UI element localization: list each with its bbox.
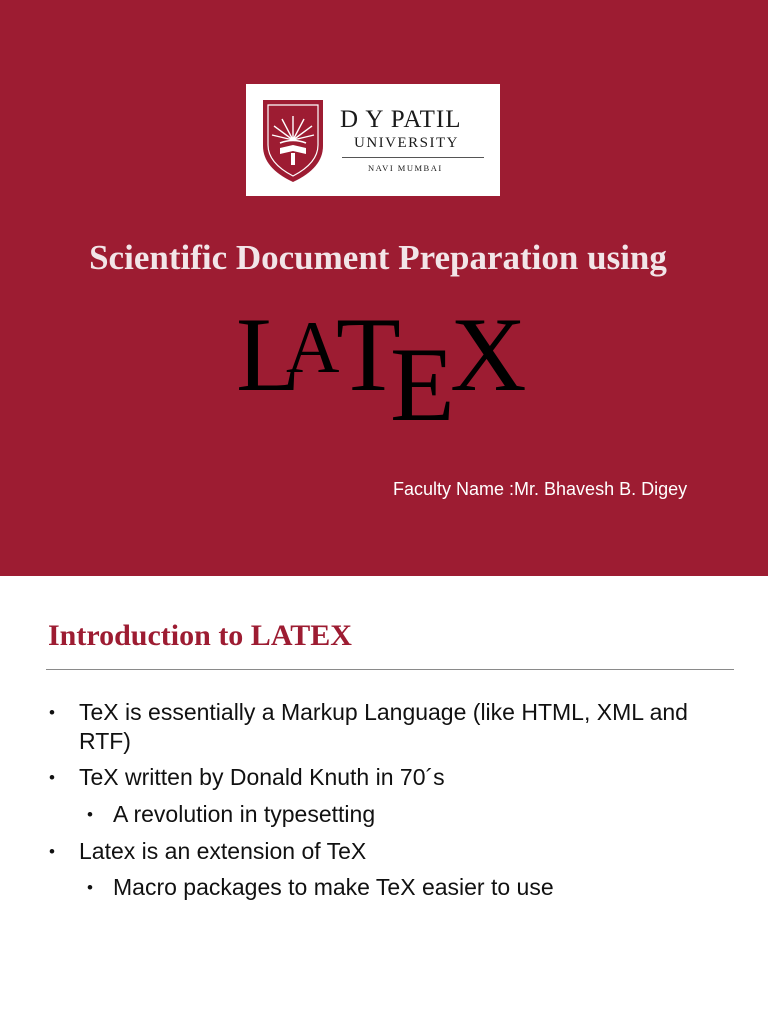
list-item-text: Latex is an extension of TeX	[79, 838, 367, 864]
bullet-icon: •	[49, 768, 55, 787]
list-item	[49, 698, 729, 756]
bullet-icon: •	[87, 805, 93, 824]
list-item-text: TeX is essentially a Markup Language (like HTML, XML and RTF)	[79, 699, 688, 754]
logo-university-name: D Y PATIL	[340, 106, 462, 133]
list-item-text: TeX written by Donald Knuth in 70´s	[79, 764, 445, 790]
list-item	[49, 837, 729, 866]
svg-text:X: X	[450, 298, 527, 413]
slide-title: Scientific Document Preparation using	[89, 238, 667, 277]
logo-university-label: UNIVERSITY	[354, 135, 459, 151]
title-divider	[46, 669, 734, 670]
svg-text:E: E	[390, 326, 455, 428]
latex-logo	[232, 298, 542, 428]
faculty-name: Faculty Name :Mr. Bhavesh B. Digey	[393, 479, 688, 499]
university-logo	[246, 84, 500, 196]
list-item	[87, 800, 713, 829]
bullet-icon: •	[87, 878, 93, 897]
svg-text:L: L	[236, 298, 301, 413]
content-slide-title: Introduction to LATEX	[48, 619, 352, 652]
svg-text:A: A	[286, 307, 340, 389]
svg-text:T: T	[336, 298, 401, 413]
university-shield-emblem-icon	[260, 96, 326, 184]
list-item-text: A revolution in typesetting	[113, 801, 376, 827]
list-item-text: Macro packages to make TeX easier to use	[113, 874, 554, 900]
list-item	[49, 763, 729, 792]
logo-divider	[342, 157, 484, 158]
list-item	[87, 873, 713, 902]
logo-city: NAVI MUMBAI	[368, 163, 443, 173]
bullet-icon: •	[49, 703, 55, 722]
bullet-icon: •	[49, 842, 55, 861]
